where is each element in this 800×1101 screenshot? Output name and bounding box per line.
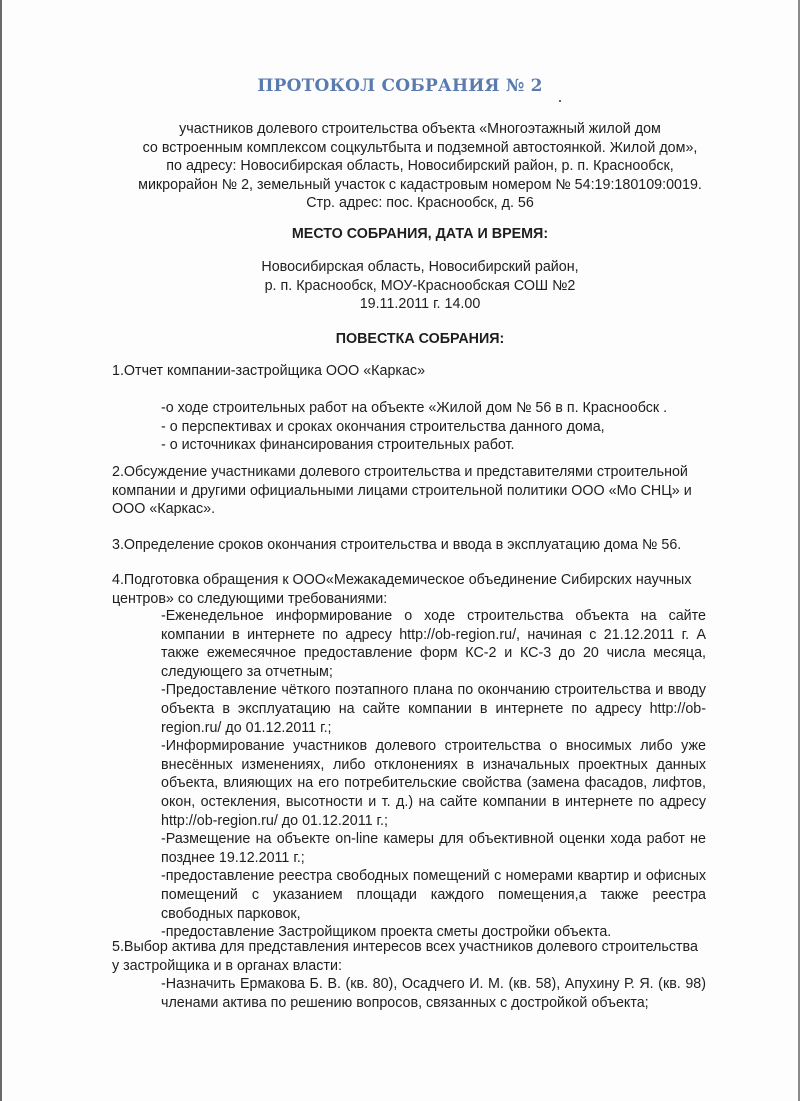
agenda-subitem: - о перспективах и сроках окончания строительства данного дома, [161,418,605,435]
agenda-item-1-subitems [161,399,721,455]
agenda-subitem: -Назначить Ермакова Б. В. (кв. 80), Осадчего И. М. (кв. 58), Апухину Р. Я. (кв. 98) членами актива по решению вопросов, связанных с достройкой объекта; [161,976,706,1011]
agenda-subitem: -о ходе строительных работ на объекте «Жилой дом № 56 в п. Краснообск . [161,400,668,416]
agenda-subitem: -Еженедельное информирование о ходе строительства объекта на сайте компании в интернете по адресу http://ob-region.ru/, начиная с 21.12.2011 г. А также ежемесячное предоставление форм КС-2 и КС-3 до 20 числа месяца, следующего за отчетным; [161,608,706,680]
subtitle-line: по адресу: Новосибирская область, Новосибирский район, р. п. Краснообск, [166,158,674,175]
document-title: ПРОТОКОЛ СОБРАНИЯ № 2 [257,76,543,96]
agenda-subitem: -Информирование участников долевого строительства о вносимых либо уже внесённых изменениях, либо отклонениях в изначальных проектных данных объекта, влияющих на его потребительские свойства (замена фасадов, лифтов, окон, остекления, высотности и т. д.) на сайте компании в интернете по адресу http://ob-region.ru/ до 01.12.2011 г.; [161,738,706,829]
place-date-time: 19.11.2011 г. 14.00 [359,296,481,313]
meeting-place [100,258,740,314]
page-edge-left [0,0,2,1101]
agenda-item-2: 2.Обсуждение участниками долевого строительства и представителями строительной компании и другими официальными лицами строительной политики ООО «Мо СНЦ» и ООО «Каркас». [112,464,692,518]
agenda-subitem: - о источниках финансирования строительных работ. [161,437,515,454]
agenda-item-4-subitems [161,607,706,942]
agenda-subitem: -предоставление реестра свободных помещений с номерами квартир и офисных помещений с указанием площади каждого помещения,а также реестра свободных парковок, [161,868,706,922]
subtitle-line: микрорайон № 2, земельный участок с кадастровым номером № 54:19:180109:0019. [138,176,702,193]
agenda-subitem: -Предоставление чёткого поэтапного плана по окончанию строительства и вводу объекта в эксплуатацию на сайте компании в интернете по адресу http://ob-region.ru/ до 01.12.2011 г.; [161,682,706,736]
agenda-item-5: 5.Выбор актива для представления интересов всех участников долевого строительства у застройщика и в органах власти: [112,939,698,974]
agenda-item-4: 4.Подготовка обращения к ООО«Межакадемическое объединение Сибирских научных центров» со следующими требованиями: [112,572,692,607]
agenda-heading: ПОВЕСТКА СОБРАНИЯ: [335,331,505,347]
agenda-item-1: 1.Отчет компании-застройщика ООО «Каркас» [112,363,426,379]
agenda-subitem: -Размещение на объекте on-line камеры для объективной оценки хода работ не позднее 19.12.2011 г.; [161,831,706,866]
subtitle-line: Стр. адрес: пос. Краснообск, д. 56 [306,195,534,212]
agenda-item-3: 3.Определение сроков окончания строительства и ввода в эксплуатацию дома № 56. [112,537,682,553]
place-heading: МЕСТО СОБРАНИЯ, ДАТА И ВРЕМЯ: [291,226,549,242]
subtitle-line: участников долевого строительства объекта «Многоэтажный жилой дом [179,121,661,137]
subtitle-line: со встроенным комплексом соцкультбыта и подземной автостоянкой. Жилой дом», [142,139,698,156]
document-subtitle [100,120,740,213]
place-line: Новосибирская область, Новосибирский район, [261,259,579,275]
agenda-item-5-subitems [161,975,706,1012]
scan-speck [559,100,561,102]
place-line: р. п. Краснообск, МОУ-Краснообская СОШ №2 [264,277,576,294]
agenda-subitem: -предоставление Застройщиком проекта сметы достройки объекта. [161,924,612,941]
